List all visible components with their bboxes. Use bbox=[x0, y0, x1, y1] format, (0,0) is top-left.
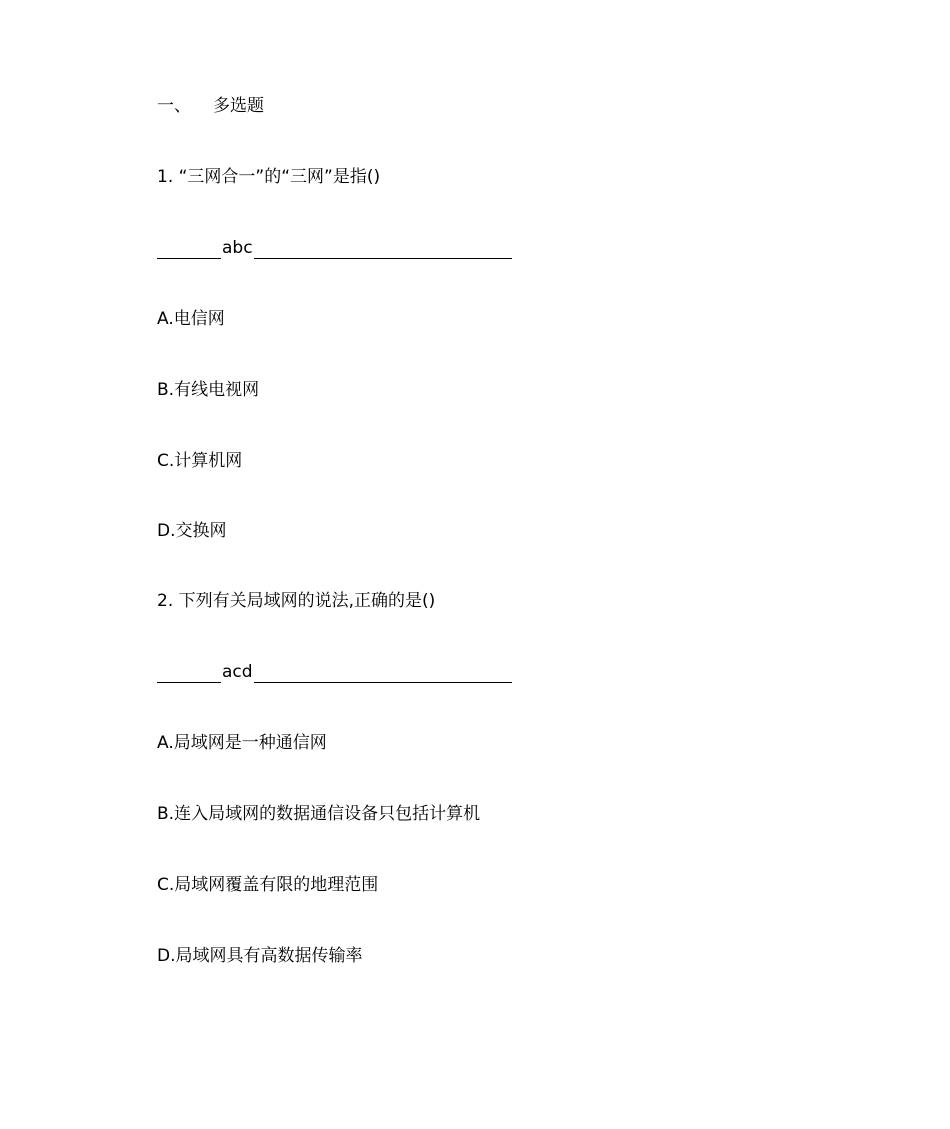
answer-blank bbox=[157, 661, 512, 683]
blank-underline bbox=[254, 664, 512, 683]
question-stem: 1. “三网合一”的“三网”是指() bbox=[157, 167, 381, 187]
question-stem: 2. 下列有关局域网的说法,正确的是() bbox=[157, 591, 436, 611]
option-d: D.局域网具有高数据传输率 bbox=[157, 946, 363, 966]
section-heading bbox=[157, 95, 264, 117]
option-a: A.电信网 bbox=[157, 309, 225, 329]
option-c: C.局域网覆盖有限的地理范围 bbox=[157, 875, 379, 895]
section-number: 一、 bbox=[157, 96, 191, 116]
option-b: B.连入局域网的数据通信设备只包括计算机 bbox=[157, 804, 481, 824]
option-b: B.有线电视网 bbox=[157, 380, 260, 400]
option-c: C.计算机网 bbox=[157, 451, 243, 471]
section-title: 多选题 bbox=[213, 96, 264, 116]
answer-text: acd bbox=[222, 662, 253, 682]
blank-underline bbox=[157, 664, 221, 683]
option-d: D.交换网 bbox=[157, 521, 227, 541]
option-a: A.局域网是一种通信网 bbox=[157, 733, 327, 753]
blank-underline bbox=[254, 240, 512, 259]
answer-blank bbox=[157, 237, 512, 259]
answer-text: abc bbox=[222, 238, 253, 258]
blank-underline bbox=[157, 240, 221, 259]
